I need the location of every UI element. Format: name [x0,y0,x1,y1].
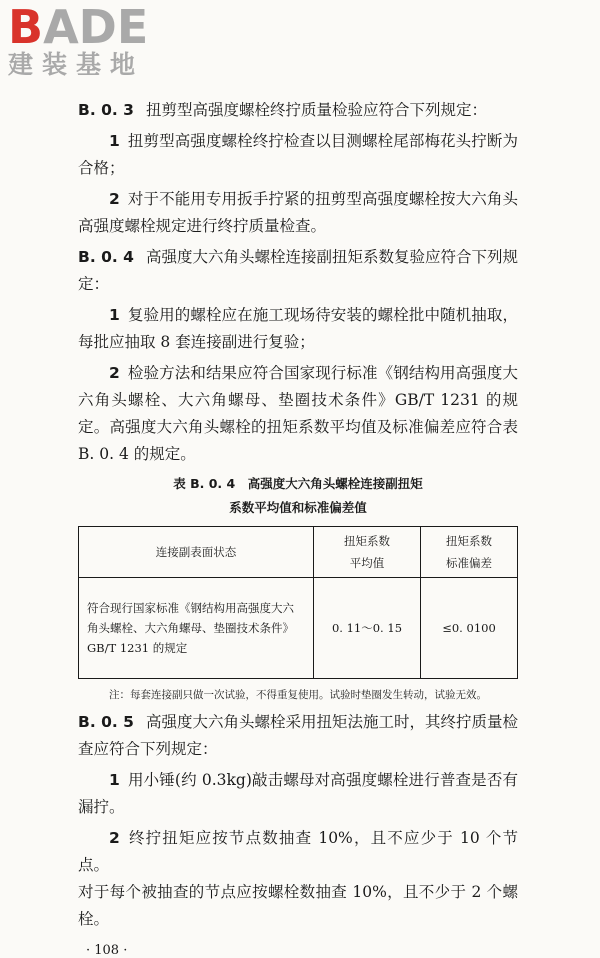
cell-std: ≤0. 0100 [421,578,518,679]
table-header-row [79,527,518,578]
torque-coefficient-table [78,526,518,679]
header-mean: 扭矩系数 平均值 [314,527,421,578]
header-std: 扭矩系数 标准偏差 [421,527,518,578]
section-b04-item-2: 2 检验方法和结果应符合国家现行标准《钢结构用高强度大六角头螺栓、大六角螺母、垫圈技术条件》GB/T 1231 的规定。高强度大六角头螺栓的扭矩系数平均值及标准偏差应符合表 B. 0. 4 的规定。 [78,364,518,463]
table-row [79,578,518,679]
section-b03-item-2: 2 对于不能用专用扳手拧紧的扭剪型高强度螺栓按大六角头高强度螺栓规定进行终拧质量检查。 [78,190,518,235]
document-body [78,97,518,958]
table-title [78,472,518,520]
header-surface-state: 连接副表面状态 [79,527,314,578]
logo-wordmark: BADE [8,0,149,54]
table-title-line1: 表 B. 0. 4 高强度大六角头螺栓连接副扭矩 [173,476,423,491]
section-b04-item-1: 1 复验用的螺栓应在施工现场待安装的螺栓批中随机抽取，每批应抽取 8 套连接副进行复验； [78,306,518,351]
section-b05-item-2-continued: 对于每个被抽查的节点应按螺栓数抽查 10%，且不少于 2 个螺栓。 [78,883,518,928]
section-b05-heading: B. 0. 5 高强度大六角头螺栓采用扭矩法施工时，其终拧质量检查应符合下列规定： [78,713,518,758]
table-title-line2: 系数平均值和标准偏差值 [229,500,367,515]
page-number: · 108 · [86,943,128,958]
cell-surface-state: 符合现行国家标准《钢结构用高强度大六角头螺栓、大六角螺母、垫圈技术条件》GB/T 1231 的规定 [79,578,314,679]
table-note: 注：每套连接副只做一次试验，不得重复使用。试验时垫圈发生转动，试验无效。 [109,689,487,701]
cell-mean: 0. 11～0. 15 [314,578,421,679]
brand-logo [8,2,183,80]
section-b03-heading: B. 0. 3 扭剪型高强度螺栓终拧质量检验应符合下列规定： [78,101,487,119]
section-b05-item-1: 1 用小锤(约 0.3kg)敲击螺母对高强度螺栓进行普查是否有漏拧。 [78,771,518,816]
logo-subtitle: 建装基地 [8,50,145,79]
section-b05-item-2: 2 终拧扭矩应按节点数抽查 10%，且不应少于 10 个节点。 [78,829,518,874]
section-b04-heading: B. 0. 4 高强度大六角头螺栓连接副扭矩系数复验应符合下列规定： [78,248,518,293]
section-b03-item-1: 1 扭剪型高强度螺栓终拧检查以目测螺栓尾部梅花头拧断为合格； [78,132,518,177]
